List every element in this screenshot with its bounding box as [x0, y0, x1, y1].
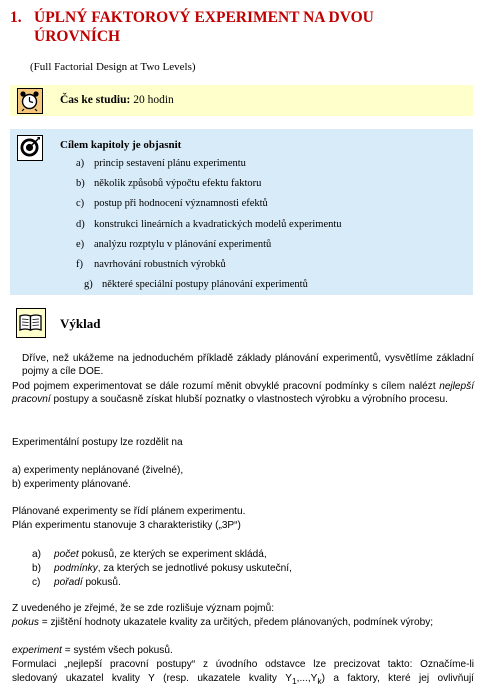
- goals-list: [76, 157, 342, 298]
- goal-item: e) analýzu rozptylu v plánování experimentů: [76, 238, 272, 250]
- goal-item: b) několik způsobů výpočtu efektu faktoru: [76, 178, 262, 190]
- goal-item: f) navrhování robustních výrobků: [76, 258, 226, 270]
- paragraph: a) experimenty neplánované (živelné),: [12, 465, 184, 476]
- criteria-list: [32, 548, 472, 590]
- goals-title: Cílem kapitoly je objasnit: [60, 139, 182, 151]
- study-time-label: Čas ke studiu:: [60, 94, 131, 106]
- alarm-clock-icon: [17, 88, 43, 114]
- goal-item: d) konstrukci lineárních a kvadratických modelů experimentu: [76, 218, 342, 230]
- book-icon: [16, 308, 46, 338]
- paragraph: Z uvedeného je zřejmé, že se zde rozlišuje význam pojmů:: [12, 603, 274, 614]
- section-header: [10, 303, 473, 343]
- chapter-title: ÚPLNÝ FAKTOROVÝ EXPERIMENT NA DVOU ÚROVNÍCH: [34, 9, 374, 45]
- goal-item: g) některé speciální postupy plánování experimentů: [84, 279, 308, 291]
- goals-box: [10, 129, 473, 295]
- paragraph: Pod pojmem experimentovat se dále rozumí měnit obvyklé pracovní podmínky s cílem nalézt nejlepší pracovní postupy a současně získat hlubší poznatky o vlastnostech výrobku a výrobního procesu.: [12, 381, 474, 405]
- paragraph: b) experimenty plánované.: [12, 479, 131, 490]
- list-item: a) počet pokusů, ze kterých se experiment skládá,: [32, 549, 267, 560]
- target-icon: [17, 135, 43, 161]
- chapter-number: 1.: [10, 9, 22, 26]
- paragraph: Formulaci „nejlepší pracovní postupy“ z úvodního odstavce lze precizovat takto: Označíme-li: [12, 659, 474, 670]
- paragraph: Plánované experimenty se řídí plánem experimentu.: [12, 506, 246, 517]
- study-time-value: 20 hodin: [133, 94, 174, 106]
- list-item: c) pořadí pokusů.: [32, 577, 121, 588]
- chapter-subtitle: (Full Factorial Design at Two Levels): [30, 61, 196, 73]
- section-title: Výklad: [60, 316, 101, 331]
- paragraph: Dříve, než ukážeme na jednoduchém příkladě základy plánování experimentů, vysvětlíme základní pojmy a cíle DOE.: [22, 353, 474, 377]
- paragraph: pokus = zjištění hodnoty ukazatele kvality za určitých, předem plánovaných, podmínek výroby;: [12, 617, 434, 628]
- list-item: b) podmínky, za kterých se jednotlivé pokusy uskuteční,: [32, 563, 292, 574]
- paragraph: Experimentální postupy lze rozdělit na: [12, 437, 183, 448]
- study-time-box: [10, 85, 473, 116]
- paragraph: experiment = systém všech pokusů.: [12, 645, 173, 656]
- paragraph: sledovaný ukazatel kvality Y (resp. ukazatele kvality $Y_1,...,Y_k$) a faktory, které jej ovlivňují: [12, 673, 474, 687]
- goal-item: a) princip sestavení plánu experimentu: [76, 158, 246, 169]
- goal-item: c) postup při hodnocení významnosti efektů: [76, 198, 268, 210]
- paragraph: Plán experimentu stanovuje 3 charakteristiky („3P“): [12, 520, 241, 531]
- study-time-text: [60, 93, 174, 107]
